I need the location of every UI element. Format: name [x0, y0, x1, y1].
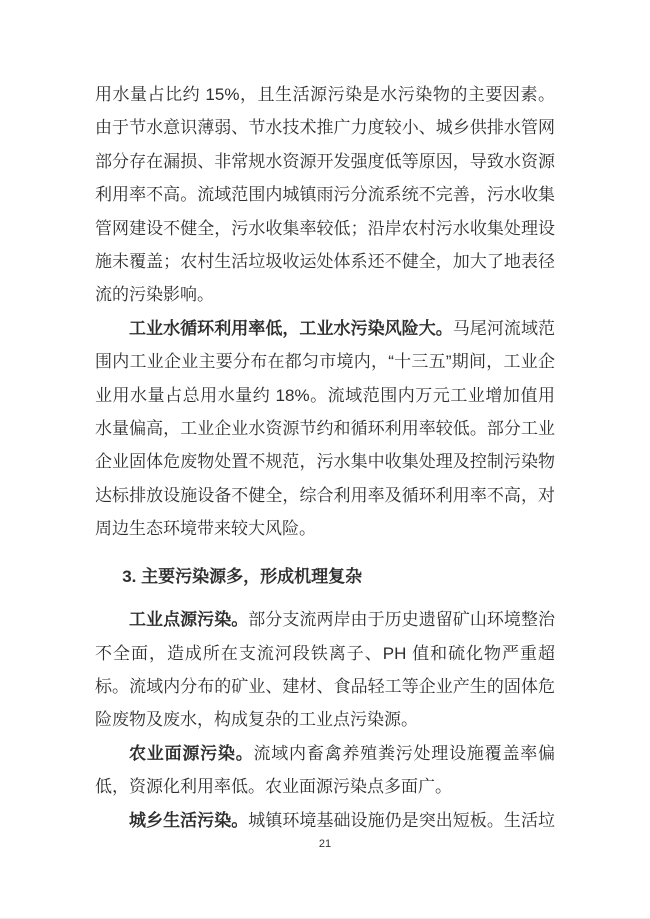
text-run: 城镇环境基础设施仍是突出短板。生活垃 [248, 810, 556, 830]
bold-run: 城乡生活污染。 [129, 810, 249, 830]
bold-run: 工业水循环利用率低，工业水污染风险大。 [129, 318, 453, 338]
text-run: 用水量占比约 15%，且生活源污染是水污染物的主要因素。由于节水意识薄弱、节水技术推广力度较小、城乡供排水管网部分存在漏损、非常规水资源开发强度低等原因，导致水资源利用率不高。流域范围内城镇雨污分流系统不完善，污水收集管网建设不健全，污水收集率较低；沿岸农村污水收集处理设施未覆盖；农村生活垃圾收运处体系还不健全，加大了地表径流的污染影响。 [95, 85, 555, 305]
bold-run: 工业点源污染。 [129, 610, 249, 630]
text-run: 流域内畜禽养殖粪污处理设施覆盖率偏低，资源化利用率低。农业面源污染点多面广。 [95, 743, 556, 797]
para-agricultural-pollution [95, 737, 555, 804]
text-run: 部分支流两岸由于历史遗留矿山环境整治不全面，造成所在支流河段铁离子、PH 值和硫化物严重超标。流域内分布的矿业、建材、食品轻工等企业产生的固体危险废物及废水，构成复杂的工业点污染源。 [95, 610, 556, 730]
page-number: 21 [318, 838, 332, 850]
para-urban-domestic-pollution [95, 804, 555, 837]
para-industrial-water [95, 312, 555, 546]
text-run: 马尾河流域范围内工业企业主要分布在都匀市境内，“十三五”期间，工业企业用水量占总用水量约 18%。流域范围内万元工业增加值用水量偏高，工业企业水资源节约和循环利用率较低。部分工业企业固体危废物处置不规范，污水集中收集处理及控制污染物达标排放设施设备不健全，综合利用率及循环利用率不高，对周边生态环境带来较大风险。 [95, 318, 556, 539]
heading-pollution-sources [95, 560, 555, 593]
bold-run: 农业面源污染。 [129, 743, 254, 763]
para-domestic-water-continuation [95, 78, 555, 312]
bold-run: 3. 主要污染源多，形成机理复杂 [122, 566, 363, 586]
document-body [95, 78, 555, 837]
para-industrial-point-pollution [95, 603, 555, 737]
